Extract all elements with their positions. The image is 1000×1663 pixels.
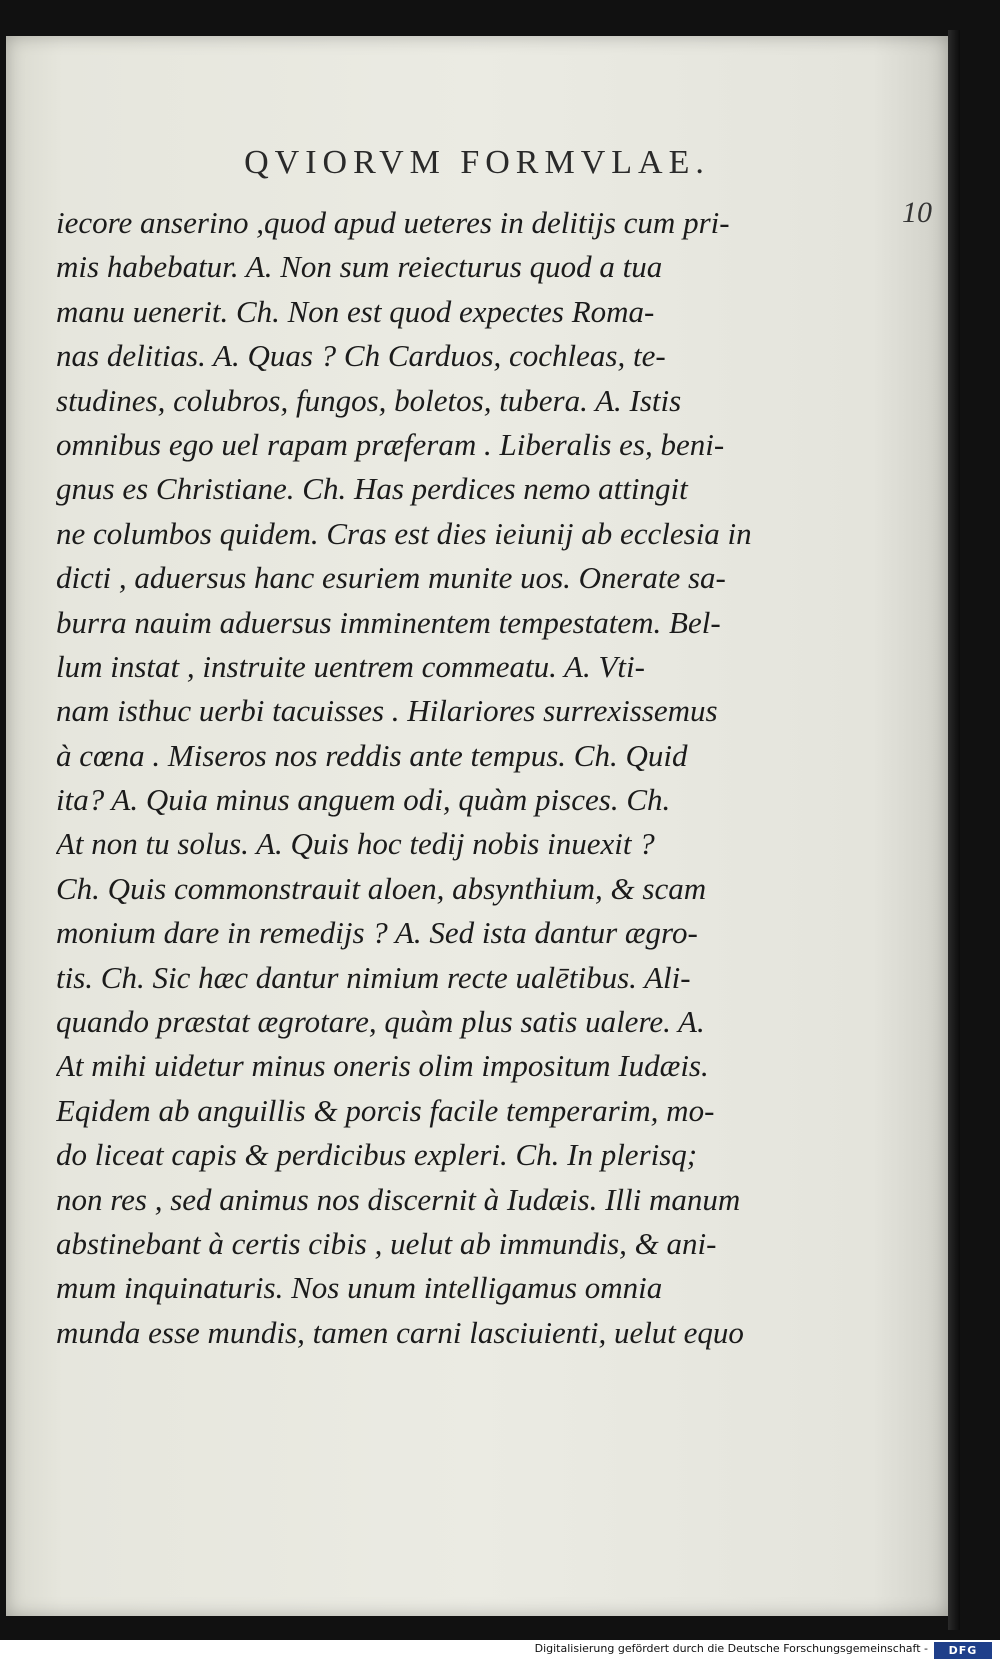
text-line: mis habebatur. A. Non sum reiecturus quod a tua — [56, 249, 663, 285]
text-line: abstinebant à certis cibis , uelut ab immundis, & ani- — [56, 1225, 717, 1261]
text-line: Ch. Quis commonstrauit aloen, absynthium, & scam — [56, 870, 707, 906]
footer-bar — [0, 1640, 1000, 1663]
text-line: quando præstat ægrotare, quàm plus satis ualere. A. — [56, 1004, 705, 1040]
dfg-logo: DFG — [934, 1642, 992, 1659]
text-line: lum instat , instruite uentrem commeatu. A. Vti- — [56, 648, 645, 684]
text-line: At mihi uidetur minus oneris olim impositum Iudæis. — [56, 1048, 709, 1084]
text-line: At non tu solus. A. Quis hoc tedij nobis inuexit ? — [56, 826, 655, 862]
text-line: munda esse mundis, tamen carni lasciuienti, uelut equo — [56, 1314, 744, 1350]
running-head: QVIORVM FORMVLAE. — [244, 144, 710, 181]
book-page — [6, 36, 948, 1616]
text-line: do liceat capis & perdicibus expleri. Ch. In plerisq; — [56, 1137, 698, 1173]
text-line: manu uenerit. Ch. Non est quod expectes Roma- — [56, 293, 655, 329]
text-line: ita? A. Quia minus anguem odi, quàm pisces. Ch. — [56, 782, 671, 818]
text-line: monium dare in remedijs ? A. Sed ista dantur ægro- — [56, 915, 698, 951]
text-line: nam isthuc uerbi tacuisses . Hilariores surrexissemus — [56, 693, 718, 729]
text-line: tis. Ch. Sic hæc dantur nimium recte ualētibus. Ali- — [56, 959, 691, 995]
text-line: omnibus ego uel rapam præferam . Liberalis es, beni- — [56, 426, 725, 462]
page-edge — [948, 30, 960, 1630]
text-line: studines, colubros, fungos, boletos, tubera. A. Istis — [56, 382, 682, 418]
folio-number: 10 — [902, 196, 932, 229]
text-line: nas delitias. A. Quas ? Ch Carduos, cochleas, te- — [56, 338, 666, 374]
text-line: burra nauim aduersus imminentem tempestatem. Bel- — [56, 604, 721, 640]
text-line: gnus es Christiane. Ch. Has perdices nemo attingit — [56, 471, 688, 507]
body-text — [56, 201, 826, 1355]
text-line: ne columbos quidem. Cras est dies ieiunij ab ecclesia in — [56, 515, 752, 551]
funding-credit: Digitalisierung gefördert durch die Deutsche Forschungsgemeinschaft - — [534, 1642, 928, 1655]
text-line: dicti , aduersus hanc esuriem munite uos. Onerate sa- — [56, 560, 726, 596]
text-line: à cœna . Miseros nos reddis ante tempus. Ch. Quid — [56, 737, 688, 773]
text-line: iecore anserino ,quod apud ueteres in delitijs cum pri- — [56, 205, 730, 240]
text-line: Eqidem ab anguillis & porcis facile temperarim, mo- — [56, 1092, 715, 1128]
text-line: non res , sed animus nos discernit à Iudæis. Illi manum — [56, 1181, 741, 1217]
text-line: mum inquinaturis. Nos unum intelligamus omnia — [56, 1270, 663, 1306]
